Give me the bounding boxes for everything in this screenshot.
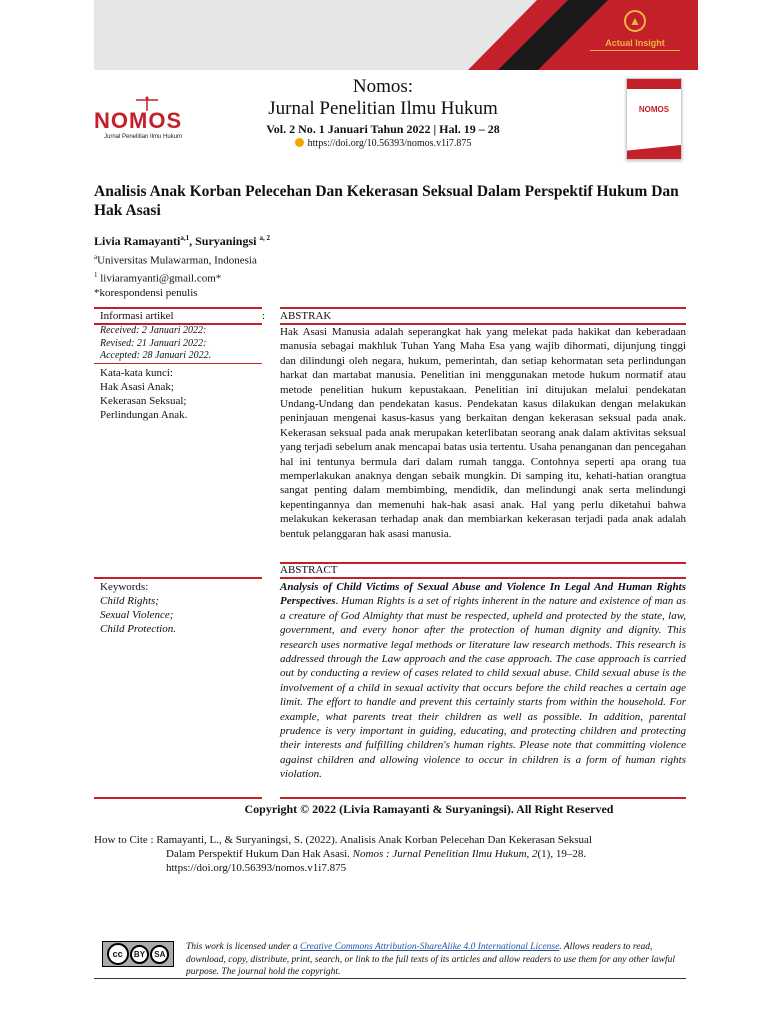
cite-text: , (526, 848, 533, 861)
author-separator: , (189, 234, 196, 248)
author-email (94, 268, 257, 286)
cite-doi[interactable]: https://doi.org/10.56393/nomos.v1i7.875 (166, 862, 347, 875)
info-bottom-rule (94, 797, 262, 799)
cite-journal: Nomos : Jurnal Penelitian Ilmu Hukum (352, 848, 527, 861)
abstract-body (280, 580, 686, 782)
affiliation-block (94, 250, 257, 301)
info-colon: : (262, 310, 266, 322)
publisher-underline (590, 50, 680, 51)
nomos-logo (94, 96, 202, 144)
cc-icon: cc (107, 943, 129, 965)
cover-bottom-bar (627, 145, 681, 159)
copyright-notice: Copyright © 2022 (Livia Ramayanti & Suryaningsi). All Right Reserved (244, 802, 614, 816)
license-link[interactable]: Creative Commons Attribution-ShareAlike 4.0 International License (300, 942, 560, 952)
email-text[interactable]: liviaramyanti@gmail.com* (100, 272, 222, 285)
journal-name-line2: Jurnal Penelitian Ilmu Hukum (268, 98, 498, 119)
sa-icon: SA (150, 945, 169, 964)
cite-text: Ramayanti, L., & Suryaningsi, S. (2022). Analisis Anak Korban Pelecehan Dan Kekerasan Seksual (156, 834, 592, 846)
journal-doi-link[interactable]: https://doi.org/10.56393/nomos.v1i7.875 (307, 138, 472, 149)
license-pre: This work is licensed under a (186, 942, 300, 952)
abstract-text: . Human Rights is a set of rights inherent in the nature and existence of man as a creature of God Almighty that must be respected, upheld and protected by the state, law, government, and every honor after the protection of human dignity and dignity. This research uses normative legal methods or literature law research methods. This research is addressed through the Law approach and the case approach. The case approach is carried out by conducting a review of cases related to child sexual abuse. Child sexual abuse is the involvement of a child in sexual activity that occurs before the child reaches a certain age limit. The effort to handle and prevent this certainly starts from within the household. For example, what parents treat their children as well as possible. In addition, parental prudence is very important in guiding, educating, and protecting children and protecting their interests and fulfilling children's human rights. Please note that committing violence against children and allowing violence to occur in children is a form of human rights violation. (280, 595, 686, 781)
keywords-id-label: Kata-kata kunci: (100, 367, 173, 379)
cover-top-bar (627, 79, 681, 89)
keyword-en: Sexual Violence; (100, 609, 174, 621)
nomos-logo-subtitle: Jurnal Penelitian Ilmu Hukum (104, 134, 183, 140)
publisher-logo (590, 8, 680, 51)
keyword-id: Kekerasan Seksual; (100, 395, 187, 407)
nomos-logo-word: NOMOS (94, 108, 183, 133)
keyword-en: Child Protection. (100, 623, 176, 635)
cite-continuation (94, 847, 694, 861)
email-superscript: 1 (94, 271, 98, 280)
journal-cover-thumbnail (626, 78, 682, 160)
date-accepted: Accepted: 28 Januari 2022. (100, 350, 212, 361)
article-title: Analisis Anak Korban Pelecehan Dan Kekerasan Seksual Dalam Perspektif Hukum Dan Hak Asasi (94, 183, 679, 219)
cite-volume: 2 (532, 848, 538, 861)
cc-license-badge[interactable] (102, 941, 174, 967)
date-received: Received: 2 Januari 2022: (100, 325, 207, 336)
cite-text: (1), 19–28. (537, 848, 587, 861)
keyword-id: Hak Asasi Anak; (100, 381, 174, 393)
abstrak-header: ABSTRAK (280, 310, 332, 322)
abstrak-body: Hak Asasi Manusia adalah seperangkat hak yang melekat pada hakikat dan keberadaan manusia sebagai makhluk Tuhan Yang Maha Esa yang wajib dihormati, dijunjung tinggi dan dilindungi oleh negara, hukum, pemerintah, dan setiap kehormatan seta perlindungan harkat dan martabat manusia. Penelitian ini menggunakan metode hukum normatif atau metode penelitian hukum kepustakaan. Penelitian ini ditujukan melalui pendekatan Undang-Undang dan pendekatan kasus. Pendekatan kasus dilakukan dengan melakukan peninjauan mengenai kasus-kasus yang berkaitan dengan kekerasan seksual pada anak. Kekerasan seksual pada anak merupakan keterlibatan seorang anak dalam aktivitas seksual yang terjadi sebelum anak mencapai batas usia tertentu. Usaha penanganan dan pencegahan hal ini tentunya bermula dari dalam rumah tangga. Contohnya seperti apa orang tua memperlakukan anaknya dengan sebaik mungkin. Di samping itu, kehati-hatian orangtua sangat penting dalam membimbing, mendidik, dan melindungi anak serta melindungi kepentingannya dan memenuhi hak-hak asasi anak. Hal yang perlu diketahui bahwa melakukan kekerasan terhadap anak dan membiarkan kekerasan terjadi pada anak adalah bentuk pelanggaran hak asasi manusia. (280, 326, 686, 540)
keywords-en-top-rule (94, 577, 262, 579)
doi-icon (295, 138, 304, 147)
abstract-top-rule (280, 562, 686, 564)
author-name: Livia Ramayanti (94, 234, 181, 248)
info-header: Informasi artikel (100, 310, 174, 322)
by-icon: BY (130, 945, 149, 964)
abstract-header: ABSTRACT (280, 564, 338, 576)
license-text (186, 941, 686, 979)
how-to-cite (94, 833, 694, 876)
dates-rule (94, 363, 262, 364)
abstract-bottom-rule (280, 797, 686, 799)
journal-issue: Vol. 2 No. 1 Januari Tahun 2022 | Hal. 19 – 28 (266, 122, 500, 136)
publisher-name: Actual Insight (605, 38, 665, 48)
affiliation-superscript: a (94, 253, 98, 261)
author-line (94, 234, 270, 249)
cite-label: How to Cite : (94, 834, 157, 846)
keyword-en: Child Rights; (100, 595, 159, 607)
date-revised: Revised: 21 Januari 2022: (100, 337, 207, 349)
abstract-header-rule (280, 577, 686, 579)
author-superscript: a,1 (180, 234, 190, 242)
affiliation (94, 250, 257, 268)
affiliation-text: Universitas Mulawarman, Indonesia (97, 254, 257, 267)
cover-logo: NOMOS (638, 105, 670, 114)
keywords-en-block (100, 580, 176, 636)
publisher-flame-icon: ▲ (624, 10, 646, 32)
abstract-title-bold: Analysis of Child Victims of Sexual Abuse and Violence In Legal And Human Rights Perspectives (280, 581, 686, 608)
abstrak-top-rule (280, 307, 686, 309)
journal-name-line1: Nomos: (352, 76, 414, 97)
journal-title-block (230, 76, 536, 151)
keywords-id-block (100, 366, 187, 422)
journal-doi-line (230, 137, 536, 151)
info-top-rule (94, 307, 262, 309)
corresponding-note: *korespondensi penulis (94, 287, 198, 300)
keyword-id: Perlindungan Anak. (100, 409, 188, 421)
cite-text: Dalam Perspektif Hukum Dan Hak Asasi. (166, 848, 353, 861)
author-name: Suryaningsi (195, 234, 257, 248)
article-dates (100, 325, 211, 363)
author-superscript: a, 2 (259, 234, 270, 242)
footer-rule (94, 978, 686, 979)
keywords-en-label: Keywords: (100, 581, 149, 593)
license-post: . Allows readers to read, download, copy, distribute, print, search, or link to the full texts of its articles and allow readers to use them for any other lawful purpose. The journal hold the copyright. (186, 942, 676, 977)
